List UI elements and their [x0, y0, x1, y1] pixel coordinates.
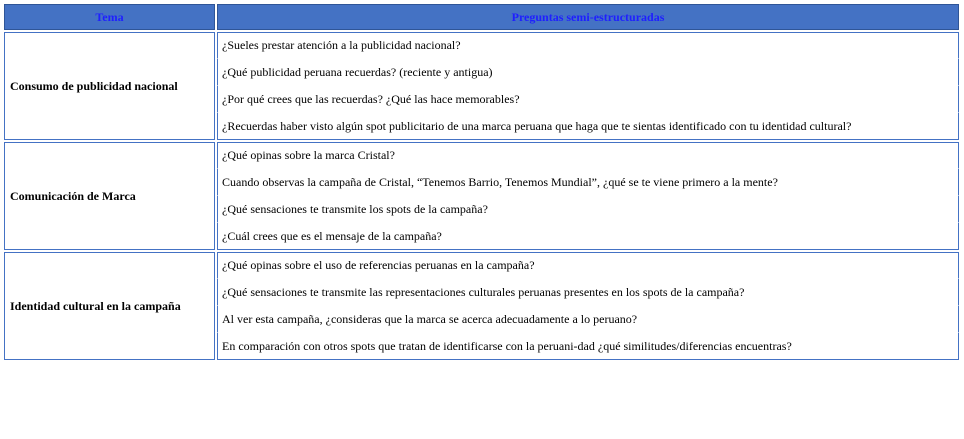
question-cell: ¿Qué sensaciones te transmite las representaciones culturales peruanas presentes en los spots de la campaña?: [217, 279, 959, 306]
questions-column: [217, 32, 959, 140]
table-row-group: [4, 32, 959, 140]
topic-cell: Identidad cultural en la campaña: [4, 252, 215, 360]
question-cell: ¿Qué publicidad peruana recuerdas? (reciente y antigua): [217, 59, 959, 86]
questions-column: [217, 142, 959, 250]
interview-table: [4, 4, 959, 362]
question-cell: ¿Qué sensaciones te transmite los spots de la campaña?: [217, 196, 959, 223]
question-cell: Cuando observas la campaña de Cristal, “Tenemos Barrio, Tenemos Mundial”, ¿qué se te viene primero a la mente?: [217, 169, 959, 196]
table-header-row: [4, 4, 959, 30]
question-cell: ¿Cuál crees que es el mensaje de la campaña?: [217, 223, 959, 250]
topic-cell: Comunicación de Marca: [4, 142, 215, 250]
question-cell: En comparación con otros spots que tratan de identificarse con la peruani-dad ¿qué similitudes/diferencias encuentras?: [217, 333, 959, 360]
question-cell: ¿Sueles prestar atención a la publicidad nacional?: [217, 32, 959, 59]
topic-cell: Consumo de publicidad nacional: [4, 32, 215, 140]
question-cell: ¿Qué opinas sobre la marca Cristal?: [217, 142, 959, 169]
table-row-group: [4, 142, 959, 250]
question-cell: Al ver esta campaña, ¿consideras que la marca se acerca adecuadamente a lo peruano?: [217, 306, 959, 333]
header-tema: Tema: [4, 4, 215, 30]
header-preguntas: Preguntas semi-estructuradas: [217, 4, 959, 30]
question-cell: ¿Por qué crees que las recuerdas? ¿Qué las hace memorables?: [217, 86, 959, 113]
table-row-group: [4, 252, 959, 360]
question-cell: ¿Recuerdas haber visto algún spot publicitario de una marca peruana que haga que te sientas identificado con tu identidad cultural?: [217, 113, 959, 140]
questions-column: [217, 252, 959, 360]
question-cell: ¿Qué opinas sobre el uso de referencias peruanas en la campaña?: [217, 252, 959, 279]
